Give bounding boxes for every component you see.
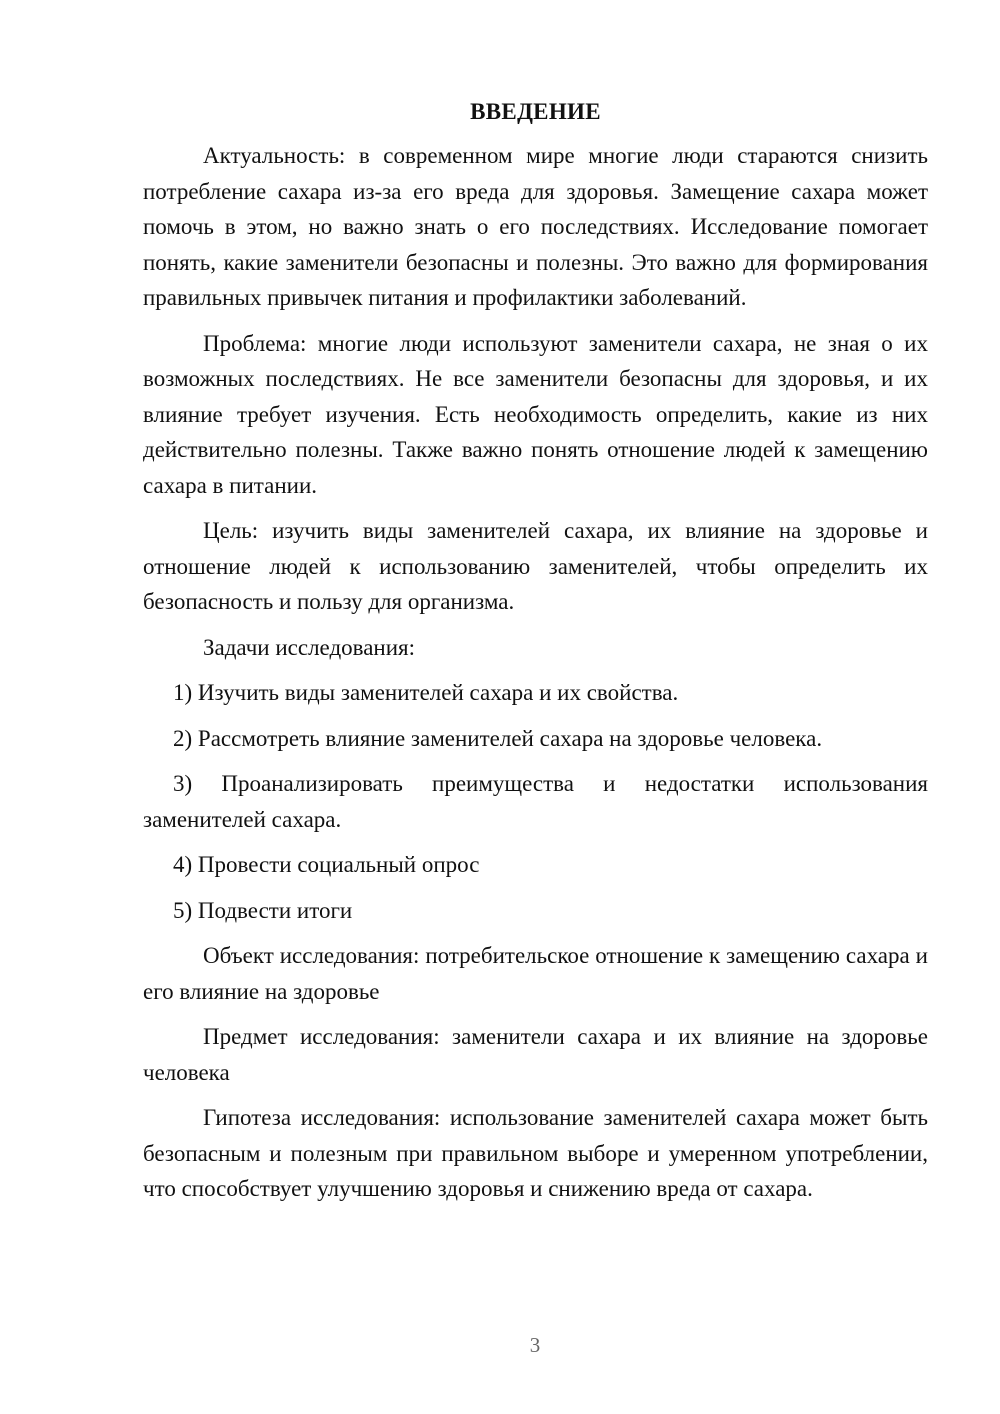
task-item-5: 5) Подвести итоги [173, 897, 353, 923]
research-object-paragraph: Объект исследования: потребительское отношение к замещению сахара и его влияние на здоровье [143, 943, 928, 1004]
page-title: ВВЕДЕНИЕ [470, 99, 601, 124]
research-subject-paragraph: Предмет исследования: заменители сахара и их влияние на здоровье человека [143, 1024, 928, 1085]
task-item-3: 3) Проанализировать преимущества и недостатки использования заменителей сахара. [143, 771, 928, 832]
problem-paragraph: Проблема: многие люди используют заменители сахара, не зная о их возможных последствиях. Не все заменители безопасны для здоровья, и их влияние требует изучения. Есть необходимость определить, какие из них действительно полезны. Также важно понять отношение людей к замещению сахара в питании. [143, 330, 928, 498]
tasks-heading: Задачи исследования: [203, 634, 416, 660]
task-item-4: 4) Провести социальный опрос [173, 852, 480, 877]
task-item-1: 1) Изучить виды заменителей сахара и их свойства. [173, 680, 679, 705]
relevance-paragraph: Актуальность: в современном мире многие люди стараются снизить потребление сахара из-за его вреда для здоровья. Замещение сахара может помочь в этом, но важно знать о его последствиях. Исследование помогает понять, какие заменители безопасны и полезны. Это важно для формирования правильных привычек питания и профилактики заболеваний. [143, 143, 928, 310]
task-item-2: 2) Рассмотреть влияние заменителей сахара на здоровье человека. [173, 725, 823, 751]
document-body [143, 94, 928, 1217]
page-number: 3 [529, 1333, 541, 1357]
goal-paragraph: Цель: изучить виды заменителей сахара, их влияние на здоровье и отношение людей к использованию заменителей, чтобы определить их безопасность и пользу для организма. [143, 518, 928, 614]
hypothesis-paragraph: Гипотеза исследования: использование заменителей сахара может быть безопасным и полезным при правильном выборе и умеренном употреблении, что способствует улучшению здоровья и снижению вреда от сахара. [143, 1105, 928, 1201]
